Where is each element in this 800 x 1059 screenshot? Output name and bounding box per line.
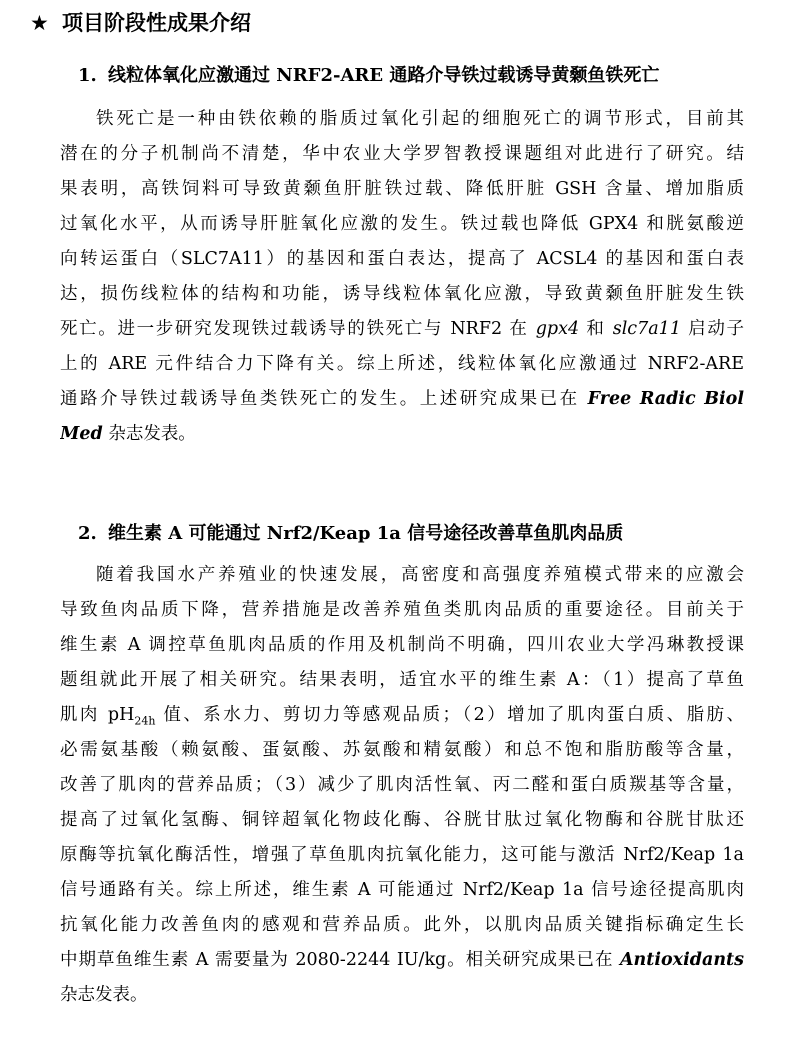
paragraph-line: 肌肉 $pH_{24h}$ 值、系水力、剪切力等感观品质；（2）增加了肌肉蛋白质、脂肪、 [60, 705, 744, 728]
section2-title-text: 维生素 A 可能通过 Nrf2/Keap 1a 信号途径改善草鱼肌肉品质 [108, 523, 624, 544]
paragraph-line: 通路介导铁过载诱导鱼类铁死亡的发生。上述研究成果已在 Free Radic Biol [60, 389, 744, 409]
journal-name: Med [60, 424, 103, 444]
paragraph-line: 随着我国水产养殖业的快速发展，高密度和高强度养殖模式带来的应激会 [96, 565, 744, 585]
journal-name: Free Radic Biol [587, 389, 744, 409]
section2-title [78, 520, 623, 548]
paragraph-line: 信号通路有关。综上所述，维生素 A 可能通过 Nrf2/Keap 1a 信号途径提高肌肉 [60, 880, 744, 900]
paragraph-line: Med 杂志发表。 [60, 424, 196, 444]
paragraph-line: 提高了过氧化氢酶、铜锌超氧化物歧化酶、谷胱甘肽过氧化物酶和谷胱甘肽还 [60, 810, 744, 830]
paragraph-line: 向转运蛋白（SLC7A11）的基因和蛋白表达，提高了 ACSL4 的基因和蛋白表 [60, 249, 744, 269]
section1-number: 1. [78, 65, 97, 86]
paragraph-line: 抗氧化能力改善鱼肉的感观和营养品质。此外，以肌肉品质关键指标确定生长 [60, 915, 744, 935]
section2-number: 2. [78, 523, 97, 544]
paragraph-line: 铁死亡是一种由铁依赖的脂质过氧化引起的细胞死亡的调节形式，目前其 [96, 109, 744, 129]
paragraph-line: 达，损伤线粒体的结构和功能，诱导线粒体氧化应激，导致黄颡鱼肝脏发生铁 [60, 284, 744, 304]
paragraph-line: 导致鱼肉品质下降，营养措施是改善养殖鱼类肌肉品质的重要途径。目前关于 [60, 600, 744, 620]
gene-name: gpx4 [535, 319, 580, 339]
star-icon: ★ [30, 11, 49, 35]
paragraph-line: 维生素 A 调控草鱼肌肉品质的作用及机制尚不明确，四川农业大学冯琳教授课 [60, 635, 744, 655]
paragraph-line: 题组就此开展了相关研究。结果表明，适宜水平的维生素 A：（1）提高了草鱼 [60, 670, 744, 690]
paragraph-line: 原酶等抗氧化酶活性，增强了草鱼肌肉抗氧化能力，这可能与激活 Nrf2/Keap 1a [60, 845, 744, 865]
paragraph-line: 杂志发表。 [60, 985, 148, 1005]
paragraph-line: 改善了肌肉的营养品质；（3）减少了肌肉活性氧、丙二醛和蛋白质羰基等含量， [60, 775, 744, 795]
paragraph-line: 上的 ARE 元件结合力下降有关。综上所述，线粒体氧化应激通过 NRF2-ARE [60, 354, 744, 374]
section1-paragraph [60, 102, 744, 452]
paragraph-line: 中期草鱼维生素 A 需要量为 2080-2244 IU/kg。相关研究成果已在 Antioxidants [60, 950, 744, 970]
paragraph-line: 潜在的分子机制尚不清楚，华中农业大学罗智教授课题组对此进行了研究。结 [60, 144, 744, 164]
section1-title-text: 线粒体氧化应激通过 NRF2-ARE 通路介导铁过载诱导黄颡鱼铁死亡 [108, 65, 660, 86]
gene-name: slc7a11 [612, 319, 681, 339]
paragraph-line: 死亡。进一步研究发现铁过载诱导的铁死亡与 NRF2 在 gpx4 和 slc7a11 启动子 [60, 319, 744, 339]
heading-title: 项目阶段性成果介绍 [62, 11, 251, 35]
ph-subscript: 24h [134, 714, 156, 728]
paragraph-line: 过氧化水平，从而诱导肝脏氧化应激的发生。铁过载也降低 GPX4 和胱氨酸逆 [60, 214, 744, 234]
section-heading [30, 8, 251, 38]
section1-title [78, 62, 659, 90]
section2-paragraph [60, 558, 744, 1013]
journal-name: Antioxidants [619, 950, 744, 970]
paragraph-line: 必需氨基酸（赖氨酸、蛋氨酸、苏氨酸和精氨酸）和总不饱和脂肪酸等含量， [60, 740, 744, 760]
paragraph-line: 果表明，高铁饲料可导致黄颡鱼肝脏铁过载、降低肝脏 GSH 含量、增加脂质 [60, 179, 744, 199]
